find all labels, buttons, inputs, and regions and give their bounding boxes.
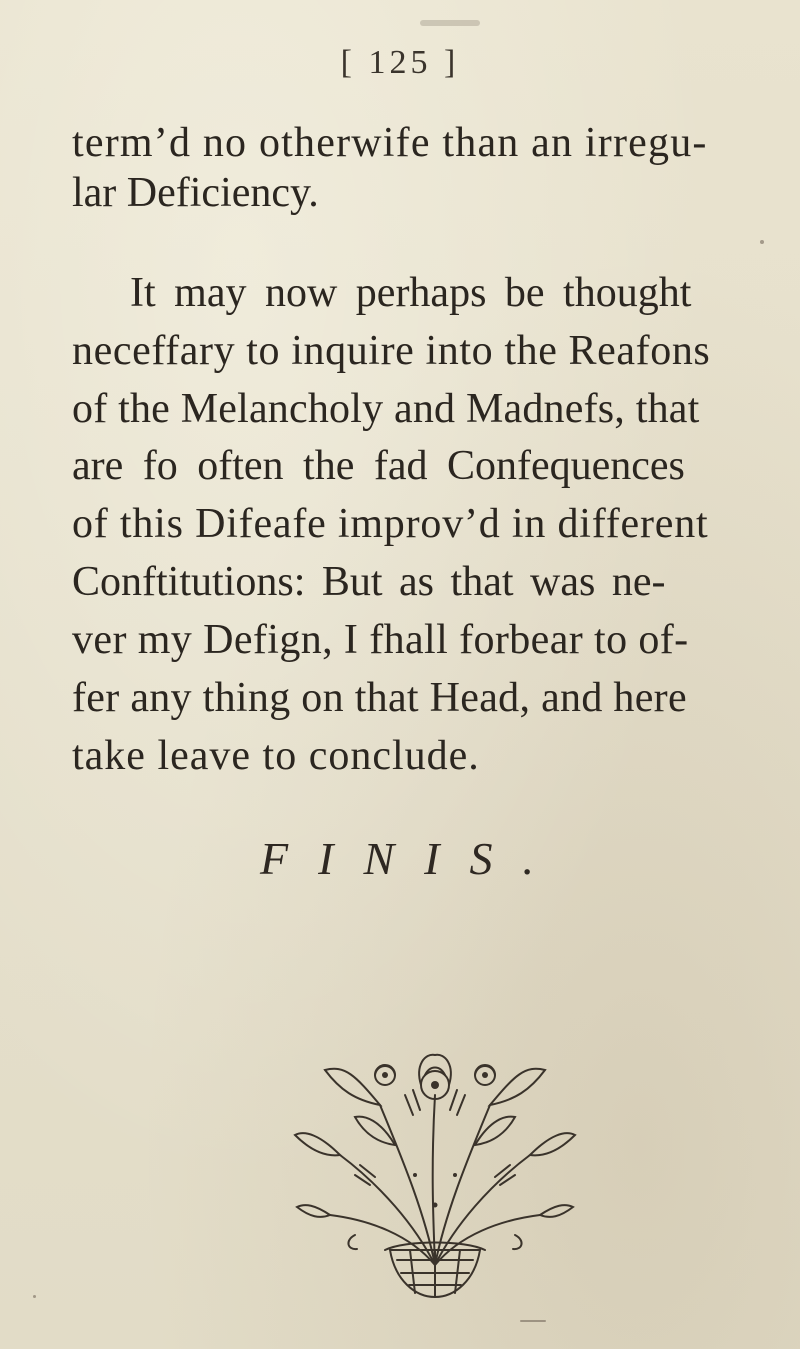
text-line: are fo often the fad Confequences [72, 443, 685, 489]
text-line: lar Deficiency. [72, 170, 319, 216]
text-line: ver my Defign, I fhall forbear to of- [72, 617, 689, 663]
finis-heading: FINIS. [260, 833, 564, 884]
paper-speck [420, 20, 480, 26]
paper-speck [520, 1320, 546, 1322]
text-line: of the Melancholy and Madnefs, that [72, 386, 700, 432]
paper-speck [33, 1295, 36, 1298]
text-line: of this Difeafe improv’d in different [72, 501, 709, 547]
paper-speck [760, 240, 764, 244]
text-line: Conftitutions: But as that was ne- [72, 559, 666, 605]
text-line: term’d no otherwife than an irregu- [72, 120, 708, 166]
text-line: It may now perhaps be thought [130, 270, 692, 316]
text-line: fer any thing on that Head, and here [72, 675, 687, 721]
floral-basket-ornament-icon [285, 1035, 585, 1305]
text-line: take leave to conclude. [72, 733, 480, 779]
page-number: [ 125 ] [340, 44, 460, 81]
text-line: neceffary to inquire into the Reafons [72, 328, 711, 374]
